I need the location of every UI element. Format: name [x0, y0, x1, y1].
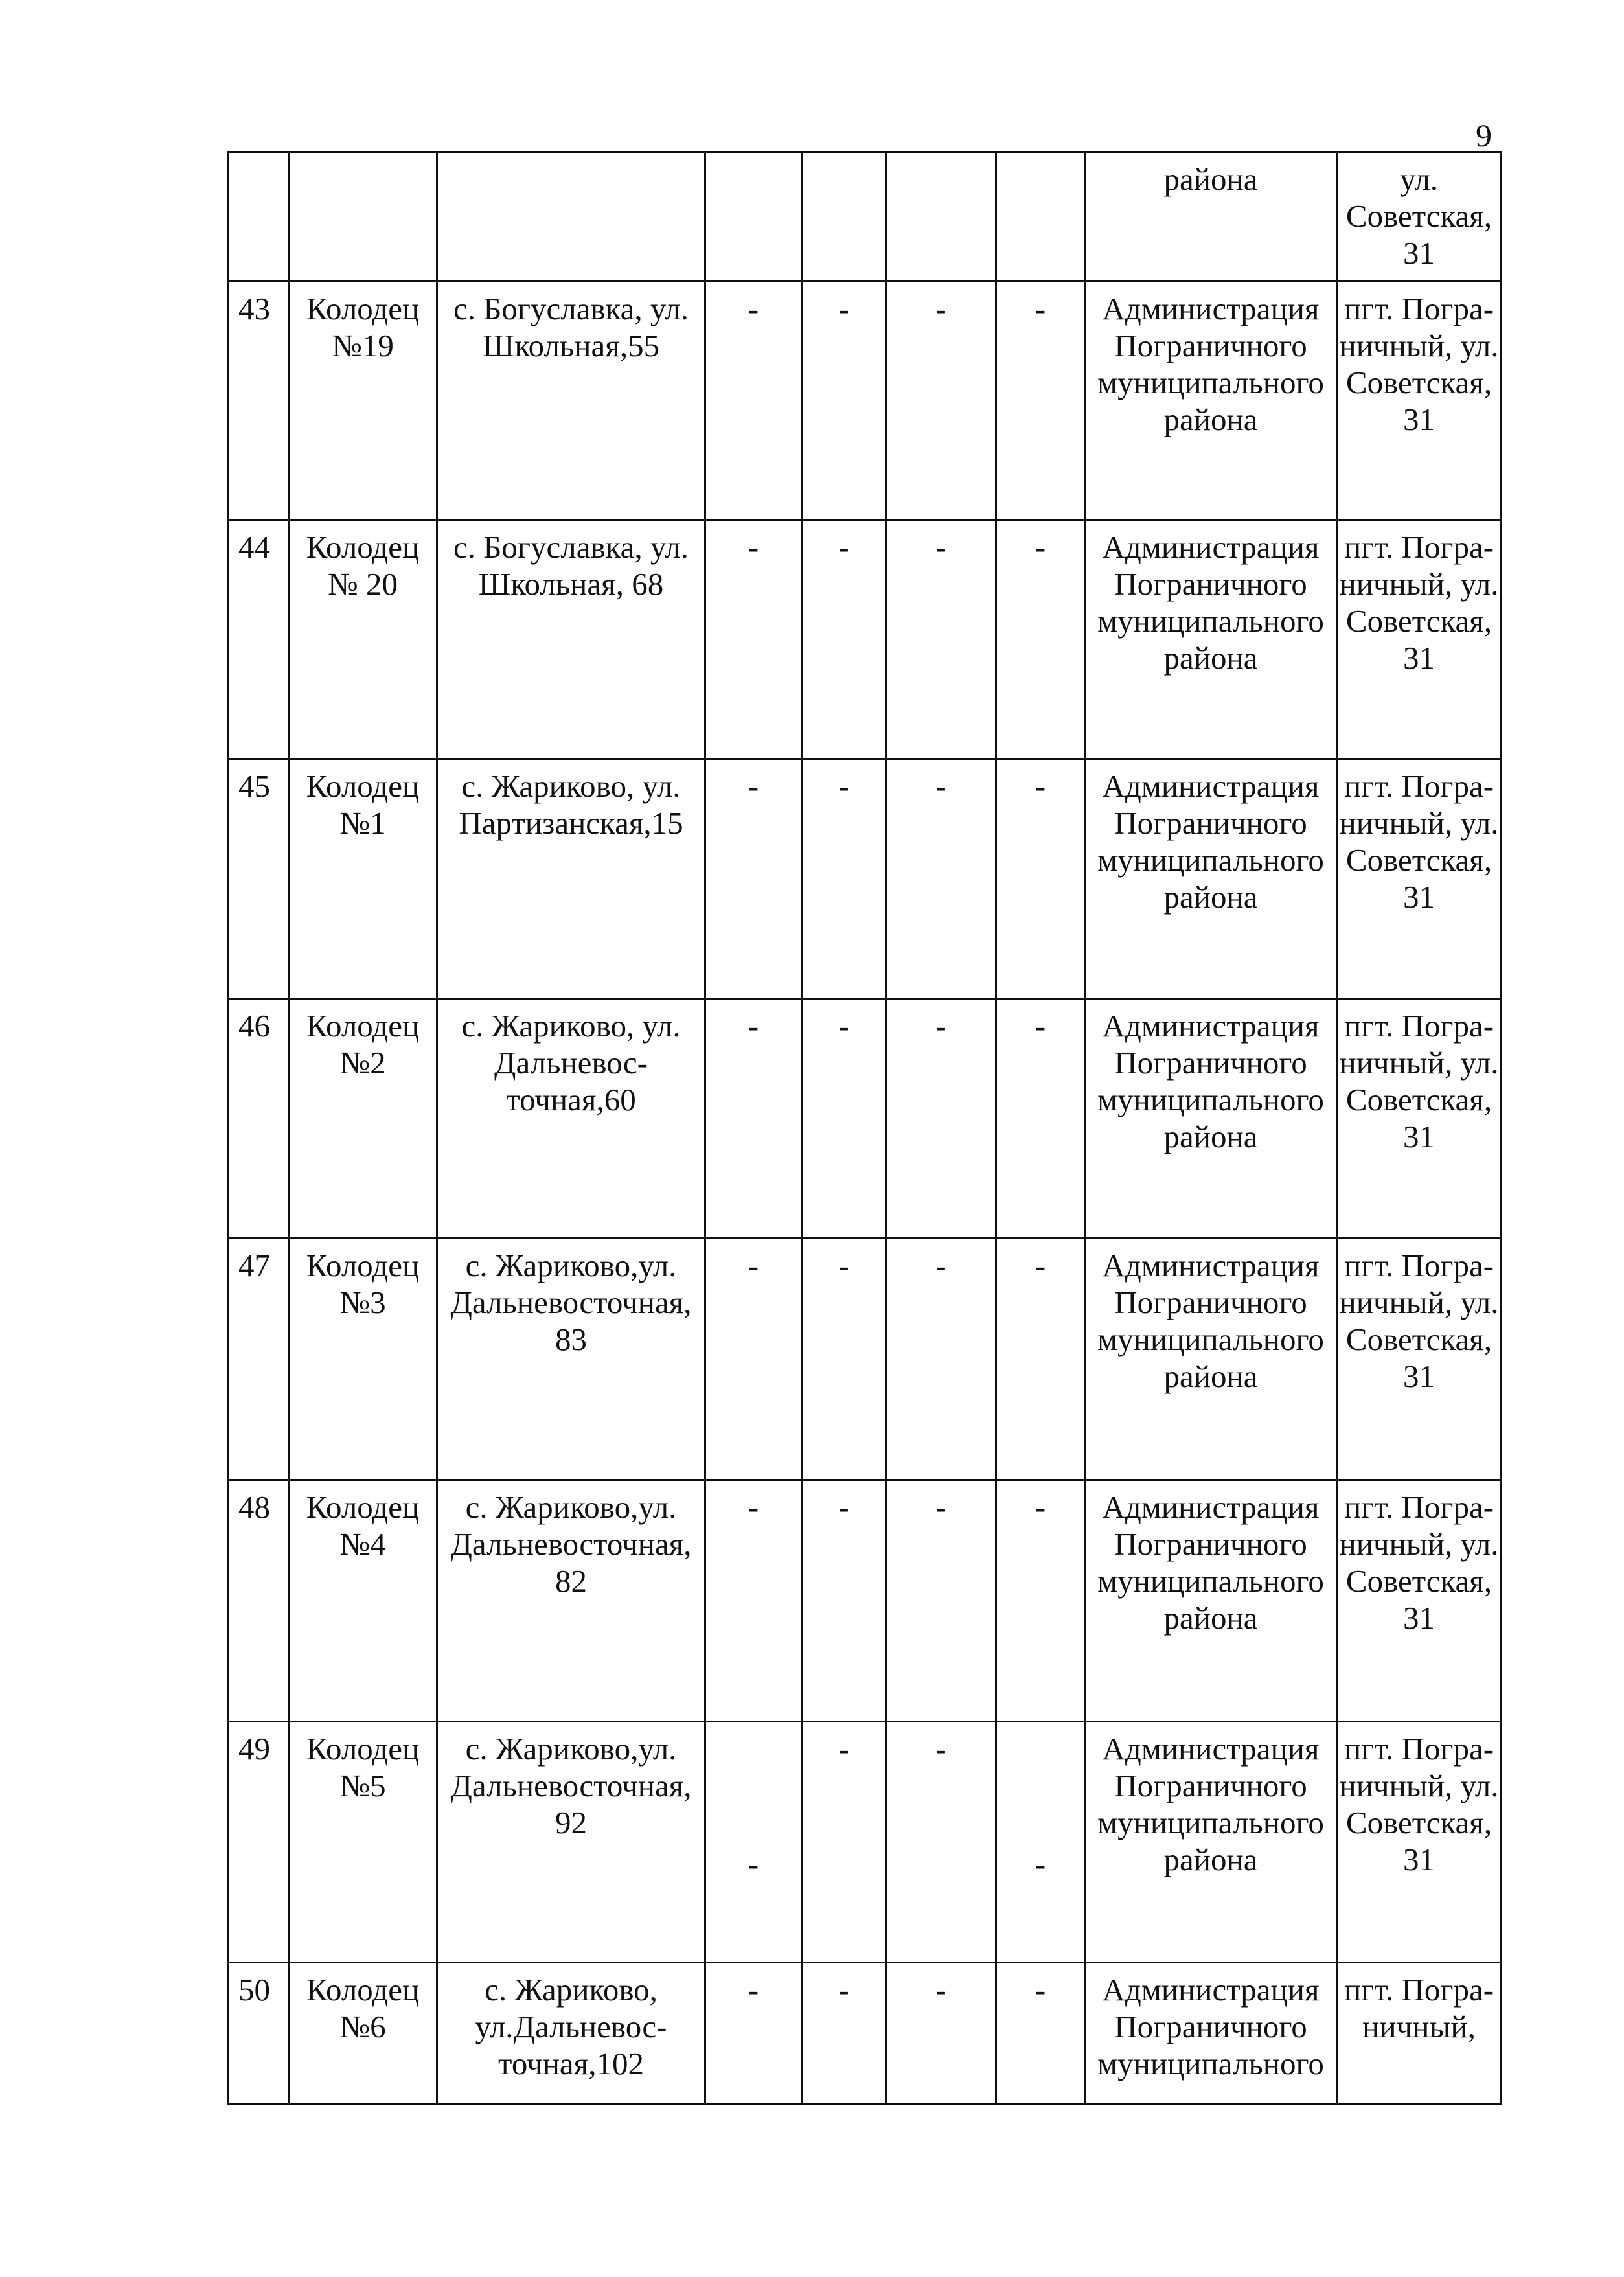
cell-dash: - — [996, 1480, 1085, 1722]
cell-owner: Администрация Пограничного муниципального района — [1085, 999, 1337, 1239]
cell-location: с. Жариково, ул. Партизанская,15 — [437, 759, 705, 999]
cell-number: 48 — [229, 1480, 289, 1722]
cell-dash: - — [996, 999, 1085, 1239]
cell-empty — [229, 152, 289, 282]
cell-number: 44 — [229, 520, 289, 759]
cell-location: с. Жариково,ул. Дальневосточная, 83 — [437, 1239, 705, 1480]
cell-dash: - — [886, 282, 996, 520]
cell-dash: - — [996, 759, 1085, 999]
cell-dash: - — [996, 282, 1085, 520]
cell-owner: района — [1085, 152, 1337, 282]
cell-name: Колодец №1 — [289, 759, 437, 999]
cell-empty — [705, 152, 802, 282]
cell-dash: - — [886, 759, 996, 999]
table-row — [229, 1239, 1502, 1480]
cell-number: 47 — [229, 1239, 289, 1480]
cell-name: Колодец № 20 — [289, 520, 437, 759]
cell-number: 45 — [229, 759, 289, 999]
cell-address: пгт. Погра-ничный, ул. Советская, 31 — [1337, 1239, 1502, 1480]
cell-owner: Администрация Пограничного муниципального района — [1085, 520, 1337, 759]
cell-dash: - — [705, 282, 802, 520]
cell-number: 49 — [229, 1722, 289, 1963]
cell-dash: - — [705, 759, 802, 999]
cell-address: пгт. Погра-ничный, ул. Советская, 31 — [1337, 1480, 1502, 1722]
table-row — [229, 1963, 1502, 2104]
cell-dash: - — [802, 759, 886, 999]
cell-dash: - — [705, 1480, 802, 1722]
cell-dash: - — [886, 1963, 996, 2104]
cell-address: пгт. Погра-ничный, ул. Советская, 31 — [1337, 999, 1502, 1239]
cell-dash: - — [886, 1239, 996, 1480]
cell-dash: - — [802, 1480, 886, 1722]
cell-location: с. Жариково, ул. Дальневос-точная,60 — [437, 999, 705, 1239]
cell-dash: - — [802, 1239, 886, 1480]
cell-dash: - — [886, 1722, 996, 1963]
cell-owner: Администрация Пограничного муниципального района — [1085, 1239, 1337, 1480]
cell-name: Колодец №3 — [289, 1239, 437, 1480]
cell-owner: Администрация Пограничного муниципального района — [1085, 282, 1337, 520]
wells-table — [227, 151, 1502, 2105]
cell-address: пгт. Погра-ничный, — [1337, 1963, 1502, 2104]
cell-dash: - — [705, 520, 802, 759]
cell-dash: - — [996, 1722, 1085, 1963]
cell-name: Колодец №5 — [289, 1722, 437, 1963]
cell-dash: - — [705, 1963, 802, 2104]
cell-name: Колодец №4 — [289, 1480, 437, 1722]
cell-dash: - — [802, 282, 886, 520]
cell-empty — [996, 152, 1085, 282]
table-row — [229, 520, 1502, 759]
table-row — [229, 999, 1502, 1239]
cell-dash: - — [996, 1239, 1085, 1480]
cell-owner: Администрация Пограничного муниципального района — [1085, 1480, 1337, 1722]
cell-dash: - — [802, 520, 886, 759]
table-row-continuation — [229, 152, 1502, 282]
cell-address: пгт. Погра-ничный, ул. Советская, 31 — [1337, 520, 1502, 759]
cell-empty — [289, 152, 437, 282]
cell-name: Колодец №2 — [289, 999, 437, 1239]
cell-dash: - — [802, 999, 886, 1239]
table-row — [229, 1722, 1502, 1963]
cell-dash: - — [886, 1480, 996, 1722]
cell-empty — [802, 152, 886, 282]
cell-address: пгт. Погра-ничный, ул. Советская, 31 — [1337, 282, 1502, 520]
cell-dash: - — [886, 520, 996, 759]
cell-dash: - — [802, 1722, 886, 1963]
page-number: 9 — [1476, 117, 1492, 154]
table-row — [229, 282, 1502, 520]
cell-dash: - — [705, 999, 802, 1239]
cell-dash: - — [996, 1963, 1085, 2104]
cell-owner: Администрация Пограничного муниципального района — [1085, 759, 1337, 999]
cell-location: с. Богуславка, ул. Школьная, 68 — [437, 520, 705, 759]
table-row — [229, 759, 1502, 999]
cell-dash: - — [705, 1722, 802, 1963]
cell-address: пгт. Погра-ничный, ул. Советская, 31 — [1337, 1722, 1502, 1963]
cell-dash: - — [705, 1239, 802, 1480]
cell-name: Колодец №19 — [289, 282, 437, 520]
cell-name: Колодец №6 — [289, 1963, 437, 2104]
cell-dash: - — [996, 520, 1085, 759]
cell-number: 46 — [229, 999, 289, 1239]
cell-address: ул. Советская, 31 — [1337, 152, 1502, 282]
cell-number: 43 — [229, 282, 289, 520]
table-row — [229, 1480, 1502, 1722]
cell-location: с. Жариково,ул. Дальневосточная, 92 — [437, 1722, 705, 1963]
cell-dash: - — [802, 1963, 886, 2104]
cell-empty — [437, 152, 705, 282]
cell-location: с. Жариково, ул.Дальневос-точная,102 — [437, 1963, 705, 2104]
cell-empty — [886, 152, 996, 282]
cell-owner: Администрация Пограничного муниципального района — [1085, 1722, 1337, 1963]
cell-number: 50 — [229, 1963, 289, 2104]
cell-location: с. Жариково,ул. Дальневосточная, 82 — [437, 1480, 705, 1722]
cell-location: с. Богуславка, ул. Школьная,55 — [437, 282, 705, 520]
cell-dash: - — [886, 999, 996, 1239]
cell-owner: Администрация Пограничного муниципального — [1085, 1963, 1337, 2104]
cell-address: пгт. Погра-ничный, ул. Советская, 31 — [1337, 759, 1502, 999]
